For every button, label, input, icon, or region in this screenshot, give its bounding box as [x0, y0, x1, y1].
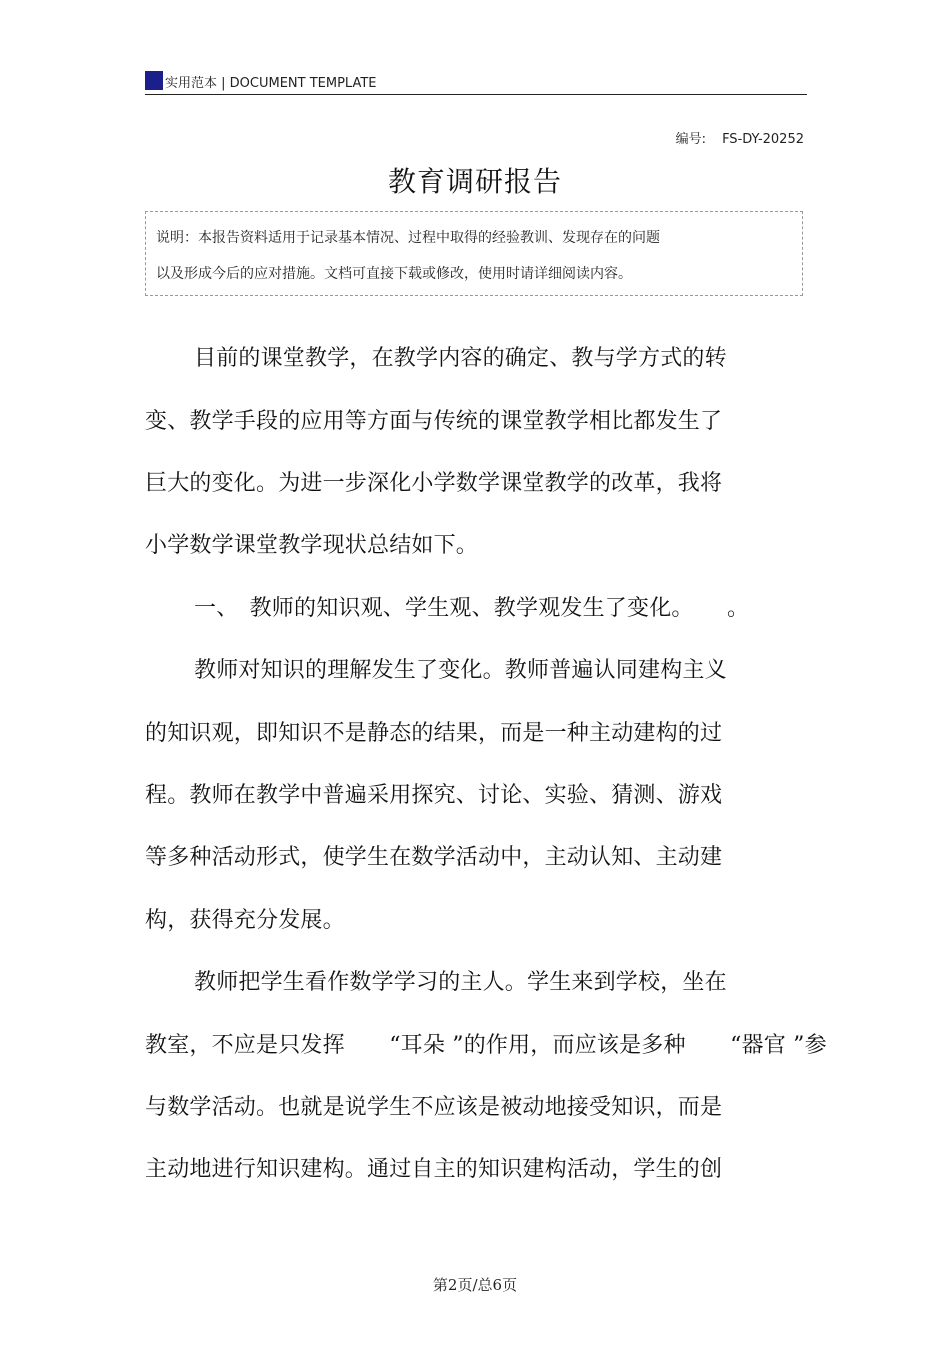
body-line: 巨大的变化。为进一步深化小学数学课堂教学的改革，我将 — [145, 471, 723, 496]
body-line: 主动地进行知识建构。通过自主的知识建构活动，学生的创 — [145, 1157, 723, 1182]
header-label: 实用范本 | DOCUMENT TEMPLATE — [165, 76, 377, 91]
description-line-2: 以及形成今后的应对措施。文档可直接下载或修改，使用时请详细阅读内容。 — [156, 266, 632, 282]
document-header — [145, 68, 807, 95]
document-number — [676, 128, 804, 147]
page-title: 教育调研报告 — [387, 165, 562, 198]
body-line: 的知识观，即知识不是静态的结果，而是一种主动建构的过 — [145, 721, 723, 746]
body-line: 教师对知识的理解发生了变化。教师普遍认同建构主义 — [194, 658, 727, 683]
body-line: 教师把学生看作数学学习的主人。学生来到学校，坐在 — [194, 970, 727, 995]
body-line: 程。教师在教学中普遍采用探究、讨论、实验、猜测、游戏 — [145, 783, 723, 808]
body-line: 与数学活动。也就是说学生不应该是被动地接受知识，而是 — [145, 1095, 723, 1120]
body-line: 教室，不应是只发挥 “耳朵 ”的作用，而应该是多种 “器官 ”参 — [145, 1033, 827, 1058]
body-line: 目前的课堂教学，在教学内容的确定、教与学方式的转 — [194, 346, 727, 371]
body-line: 等多种活动形式，使学生在数学活动中，主动认知、主动建 — [145, 845, 723, 870]
description-line-1: 说明：本报告资料适用于记录基本情况、过程中取得的经验教训、发现存在的问题 — [156, 230, 660, 246]
description-box — [145, 211, 803, 296]
section-heading: 一、 教师的知识观、学生观、教学观发生了变化。 。 — [194, 596, 750, 621]
body-line: 构，获得充分发展。 — [145, 908, 345, 933]
document-number-label: 编号: — [675, 132, 707, 147]
body-line: 小学数学课堂教学现状总结如下。 — [145, 533, 479, 558]
page-number: 第2页/总6页 — [432, 1276, 518, 1294]
header-logo-mark — [145, 71, 163, 90]
document-number-value: FS-DY-20252 — [722, 132, 804, 147]
body-line: 变、教学手段的应用等方面与传统的课堂教学相比都发生了 — [145, 409, 723, 434]
